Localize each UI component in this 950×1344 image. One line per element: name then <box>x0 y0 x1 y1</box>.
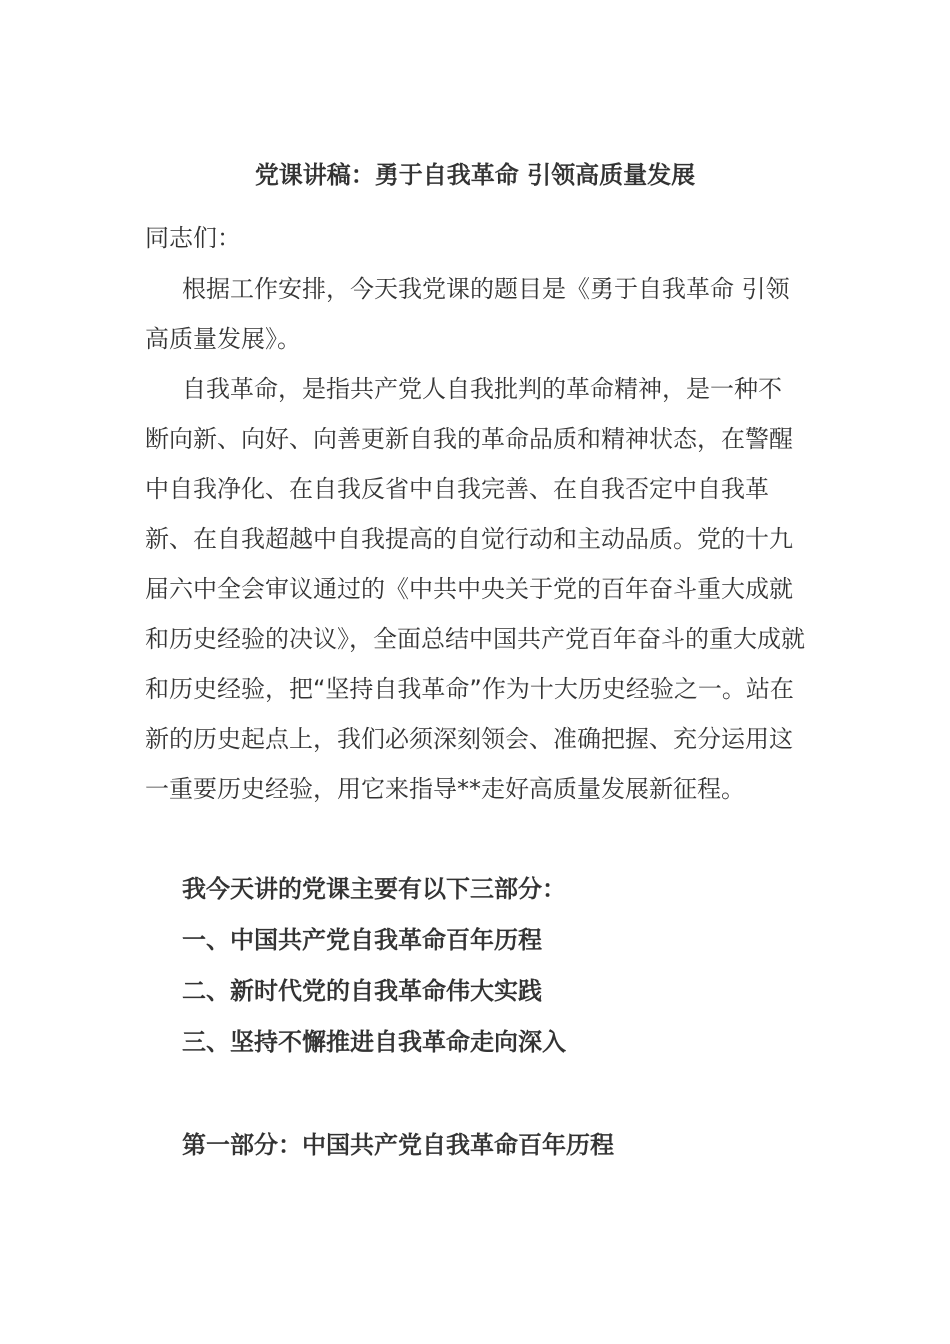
outline-item-2: 二、新时代党的自我革命伟大实践 <box>182 977 542 1005</box>
outline-intro: 我今天讲的党课主要有以下三部分： <box>182 875 566 903</box>
outline-item-3: 三、坚持不懈推进自我革命走向深入 <box>182 1028 566 1056</box>
section-heading: 第一部分：中国共产党自我革命百年历程 <box>182 1131 614 1159</box>
paragraph-topic: 根据工作安排，今天我党课的题目是《勇于自我革命 引领高质量发展》。 <box>145 275 790 353</box>
outline-item-1: 一、中国共产党自我革命百年历程 <box>182 926 542 954</box>
document-title: 党课讲稿：勇于自我革命 引领高质量发展 <box>254 161 696 189</box>
salutation: 同志们： <box>145 224 241 252</box>
paragraph-self-revolution: 自我革命，是指共产党人自我批判的革命精神，是一种不断向新、向好、向善更新自我的革命品质和精神状态，在警醒中自我净化、在自我反省中自我完善、在自我否定中自我革新、在自我超越中自我提高的自觉行动和主动品质。党的十九届六中全会审议通过的《中共中央关于党的百年奋斗重大成就和历史经验的决议》，全面总结中国共产党百年奋斗的重大成就和历史经验，把“坚持自我革命”作为十大历史经验之一。站在新的历史起点上，我们必须深刻领会、准确把握、充分运用这一重要历史经验，用它来指导**走好高质量发展新征程。 <box>145 375 805 803</box>
